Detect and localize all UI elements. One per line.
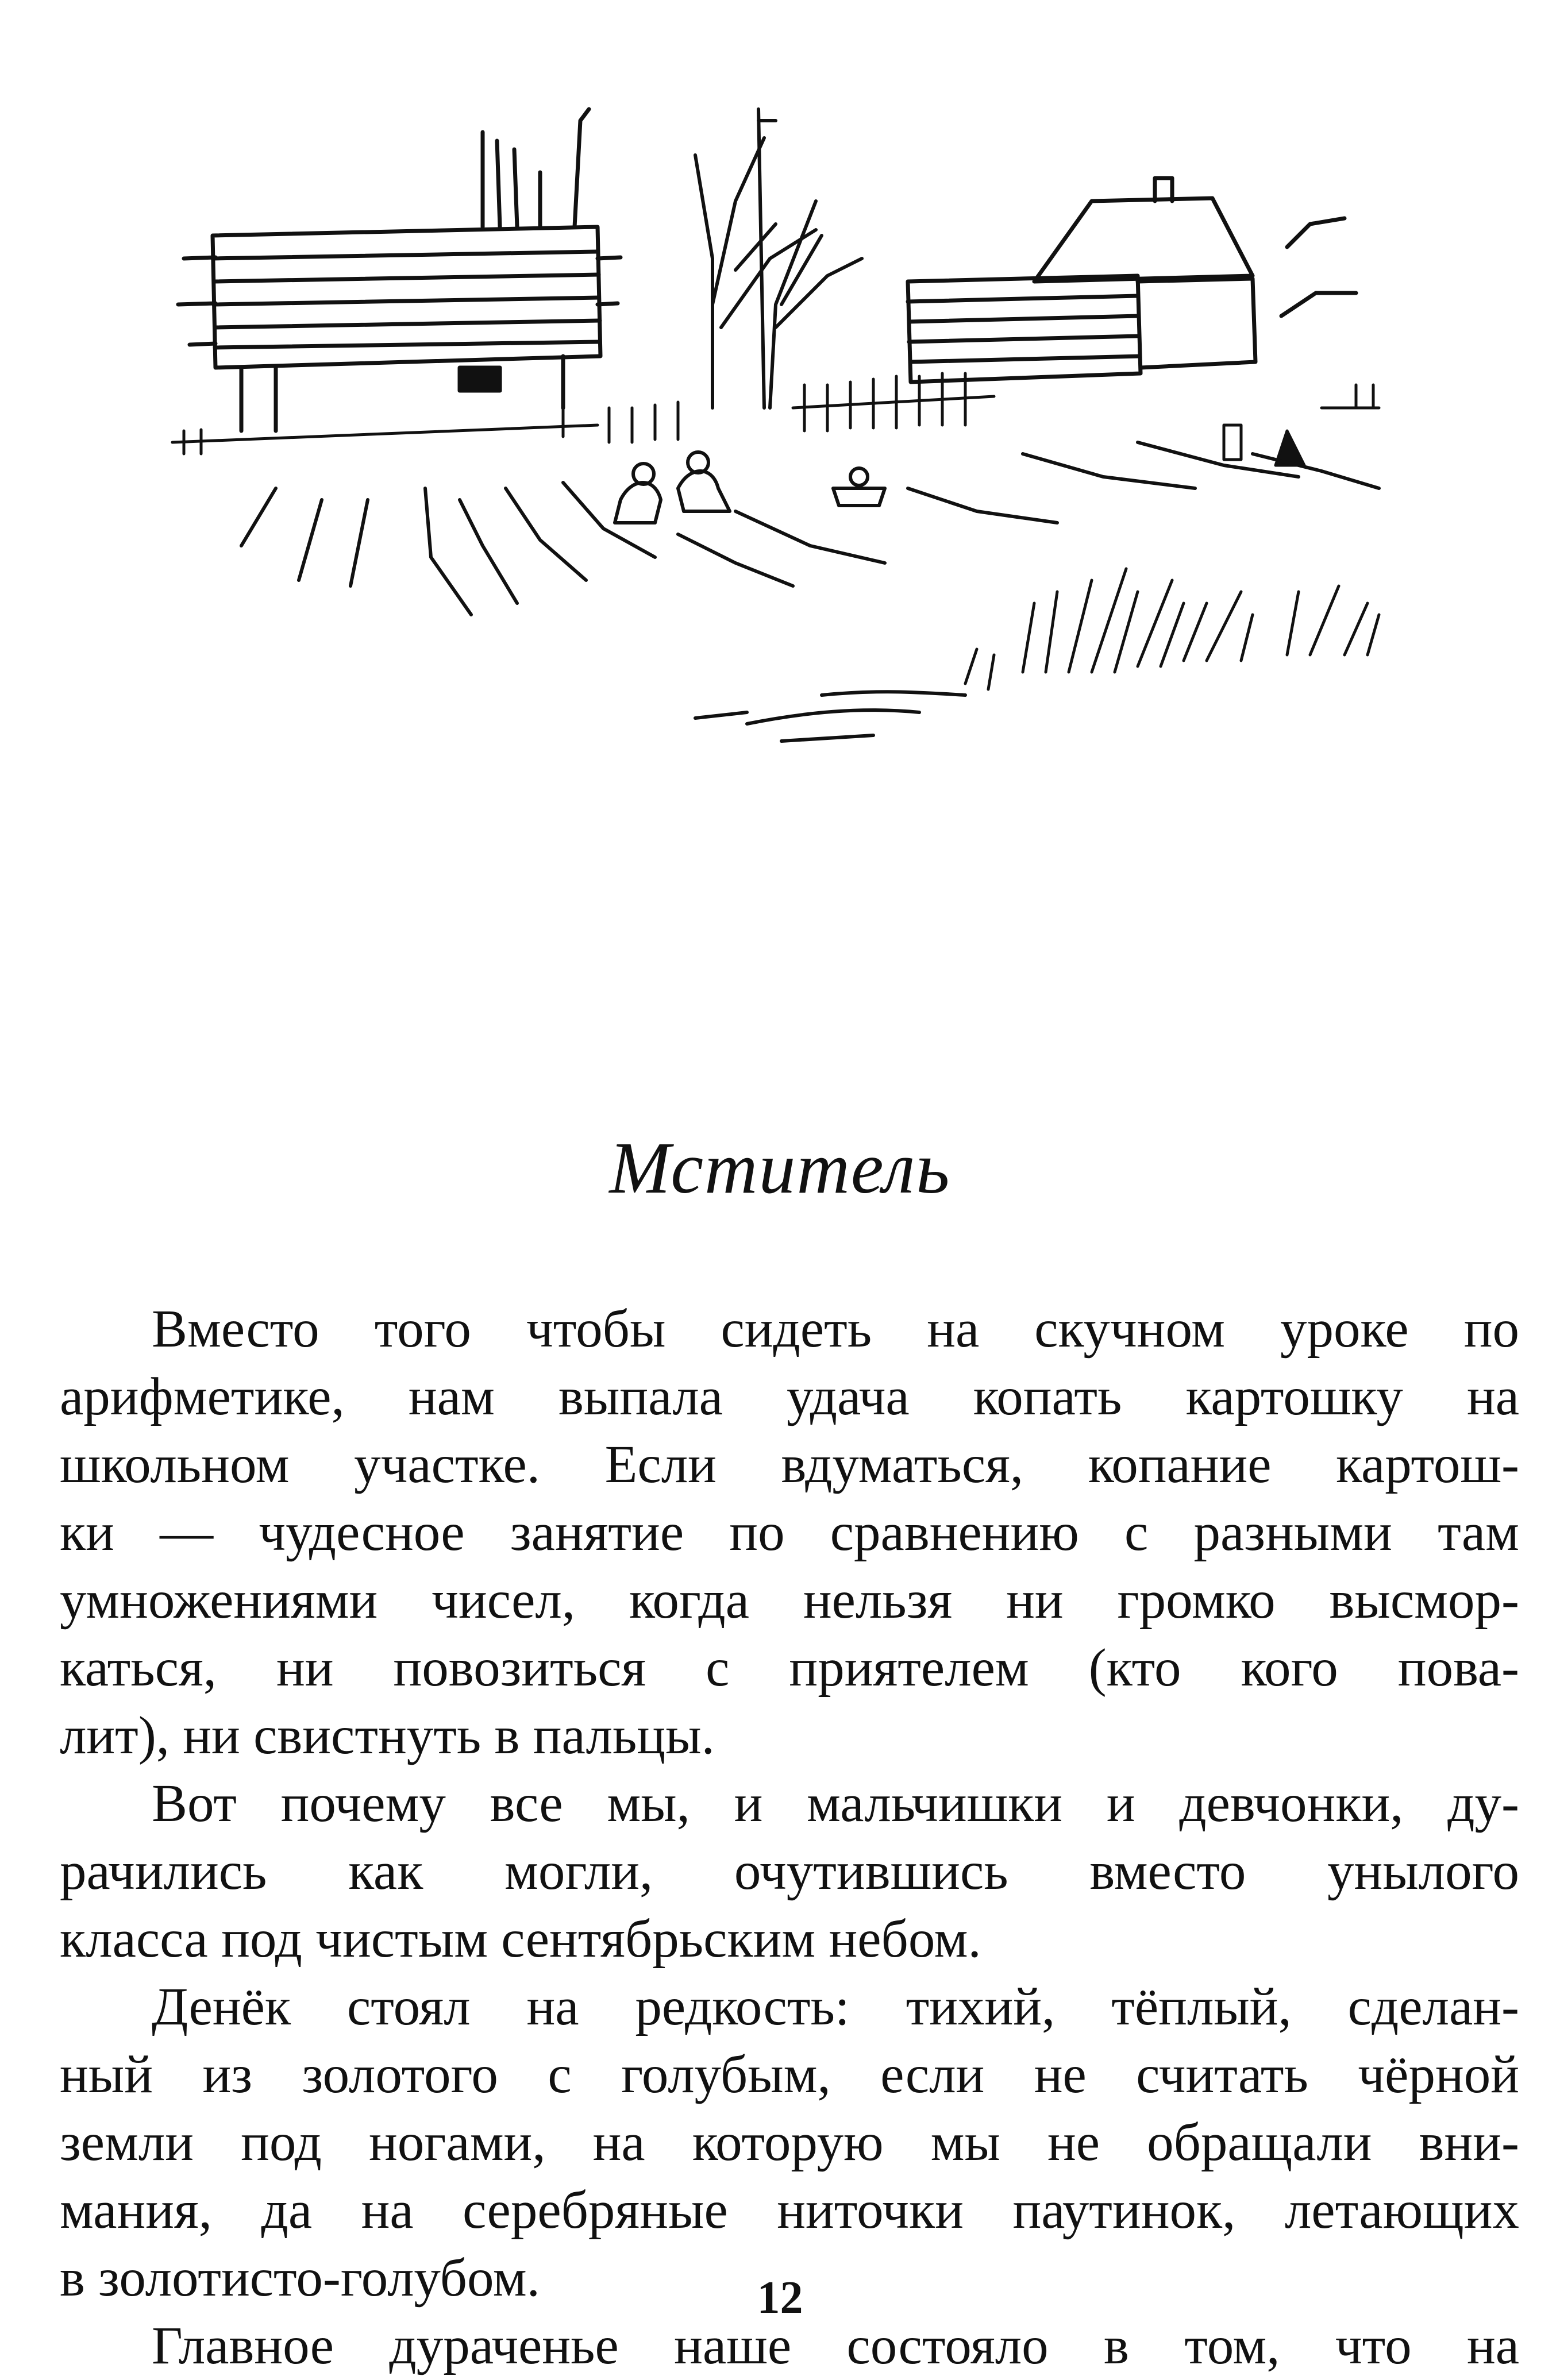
text-line: Главное дураченье наше состояло в том, что на: [152, 2316, 1519, 2375]
text-line: школьном участке. Если вдуматься, копание картош-: [60, 1435, 1519, 1494]
right-log-house: [908, 178, 1356, 382]
paragraph: [60, 1973, 1519, 2312]
tall-grass: [965, 569, 1379, 689]
ground-strokes: [695, 692, 965, 741]
page-number: 12: [757, 2273, 803, 2323]
text-line: класса под чистым сентябрьским небом.: [60, 1910, 981, 1969]
text-line: каться, ни повозиться с приятелем (кто кого пова-: [60, 1638, 1519, 1698]
village-fence: [172, 373, 994, 454]
text-line: Денёк стоял на редкость: тихий, тёплый, сделан-: [152, 1977, 1519, 2036]
text-line: умножениями чисел, когда нельзя ни громко высмор-: [60, 1571, 1519, 1630]
text-line: арифметике, нам выпала удача копать картошку на: [60, 1367, 1519, 1426]
left-log-house: [178, 109, 621, 431]
paragraph: [60, 1770, 1519, 1973]
text-line: лит), ни свистнуть в пальцы.: [60, 1706, 715, 1765]
text-line: ки — чудесное занятие по сравнению с разными там: [60, 1503, 1519, 1562]
story-title: Мститель: [609, 1127, 951, 1209]
people-digging: [615, 452, 885, 523]
text-line: мания, да на серебряные ниточки паутинок, летающих: [60, 2181, 1519, 2240]
text-line: в золотисто-голубом.: [60, 2248, 540, 2308]
text-line: рачились как могли, очутившись вместо унылого: [60, 1842, 1519, 1901]
text-line: земли под ногами, на которую мы не обращали вни-: [60, 2113, 1519, 2172]
text-line: Вот почему все мы, и мальчишки и девчонки, ду-: [152, 1774, 1519, 1833]
field-furrows: [241, 442, 1379, 615]
paragraph: [60, 1295, 1519, 1770]
text-line: ный из золотого с голубым, если не считать чёрной: [60, 2045, 1519, 2104]
village-field-sketch-icon: [161, 86, 1448, 753]
bare-trees: [695, 109, 862, 408]
text-line: Вместо того чтобы сидеть на скучном уроке по: [152, 1299, 1519, 1359]
story-text: [60, 1295, 1519, 2380]
distant-figures: [1224, 385, 1379, 465]
